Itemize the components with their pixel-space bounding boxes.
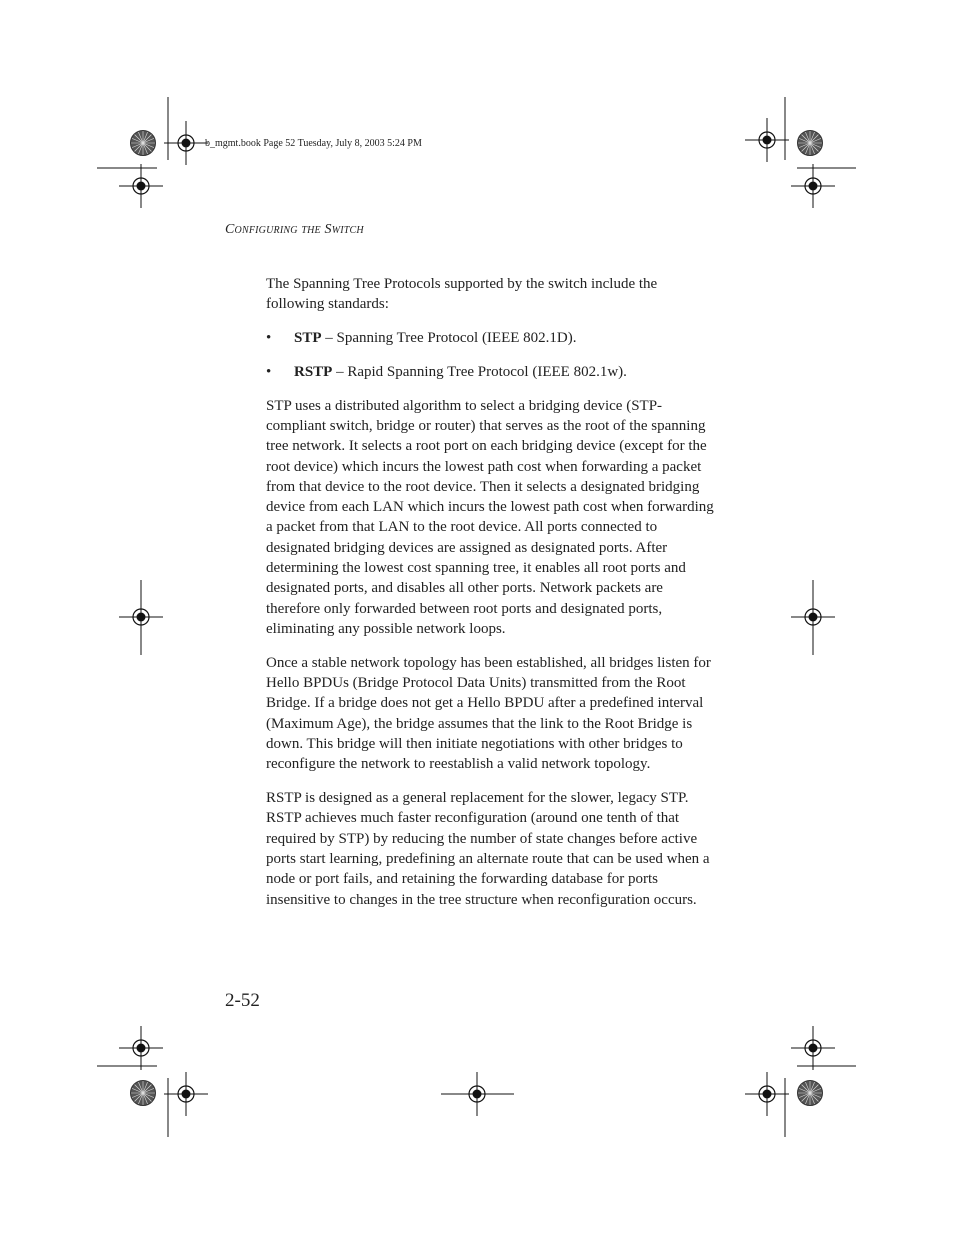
registration-mark-icon <box>791 164 835 208</box>
registration-mark-icon <box>745 1072 789 1116</box>
list-item-term: STP <box>294 330 322 347</box>
rstp-paragraph: RSTP is designed as a general replacement for the slower, legacy STP. RSTP achieves much faster reconfiguration (around one tenth of that required by STP) by reducing the number of state changes before active ports start learning, predefining an alternate route that can be used when a node or port fails, and retaining the forwarding database for ports insensitive to changes in the tree structure when reconfiguration occurs. <box>266 790 710 908</box>
intro-paragraph: The Spanning Tree Protocols supported by the switch include the following standards: <box>266 276 658 313</box>
standards-list <box>266 328 716 382</box>
list-item-text: – Spanning Tree Protocol (IEEE 802.1D). <box>321 330 577 347</box>
bullet-icon: • <box>266 330 272 347</box>
registration-mark-icon <box>164 1072 208 1116</box>
stp-paragraph: STP uses a distributed algorithm to select a bridging device (STP-compliant switch, bridge or router) that serves as the root of the spanning tree network. It selects a root port on each bridging device (except for the root device) which incurs the lowest path cost when forwarding a packet from that device to the root device. Then it selects a designated bridging device from each LAN which incurs the lowest path cost when forwarding a packet from that LAN to the root device. All ports connected to designated bridging devices are assigned as designated ports. After determining the lowest cost spanning tree, it enables all root ports and designated ports, and disables all other ports. Network packets are therefore only forwarded between root ports and designated ports, eliminating any possible network loops. <box>266 397 714 637</box>
bullet-icon: • <box>266 363 272 380</box>
registration-mark-icon <box>119 164 163 208</box>
star-target-icon <box>131 131 156 156</box>
star-target-icon <box>798 1081 823 1106</box>
page-number: 2-52 <box>225 990 260 1011</box>
registration-mark-icon <box>791 1026 835 1070</box>
registration-mark-icon <box>119 1026 163 1070</box>
registration-mark-icon <box>745 118 789 162</box>
list-item-term: RSTP <box>294 363 333 380</box>
star-target-icon <box>131 1081 156 1106</box>
registration-mark-icon <box>164 121 208 165</box>
bpdu-paragraph: Once a stable network topology has been established, all bridges listen for Hello BPDUs (Bridge Protocol Data Units) transmitted from the Root Bridge. If a bridge does not get a Hello BPDU after a predefined interval (Maximum Age), the bridge assumes that the link to the Root Bridge is down. This bridge will then initiate negotiations with other bridges to reconfigure the network to reestablish a valid network topology. <box>266 654 711 773</box>
star-target-icon <box>798 131 823 156</box>
running-head: Configuring the Switch <box>225 222 364 237</box>
list-item <box>266 328 716 348</box>
list-item <box>266 362 716 382</box>
print-slug: b_mgmt.book Page 52 Tuesday, July 8, 2003 5:24 PM <box>205 138 422 149</box>
list-item-text: – Rapid Spanning Tree Protocol (IEEE 802.1w). <box>332 363 627 380</box>
body-text <box>266 274 716 923</box>
